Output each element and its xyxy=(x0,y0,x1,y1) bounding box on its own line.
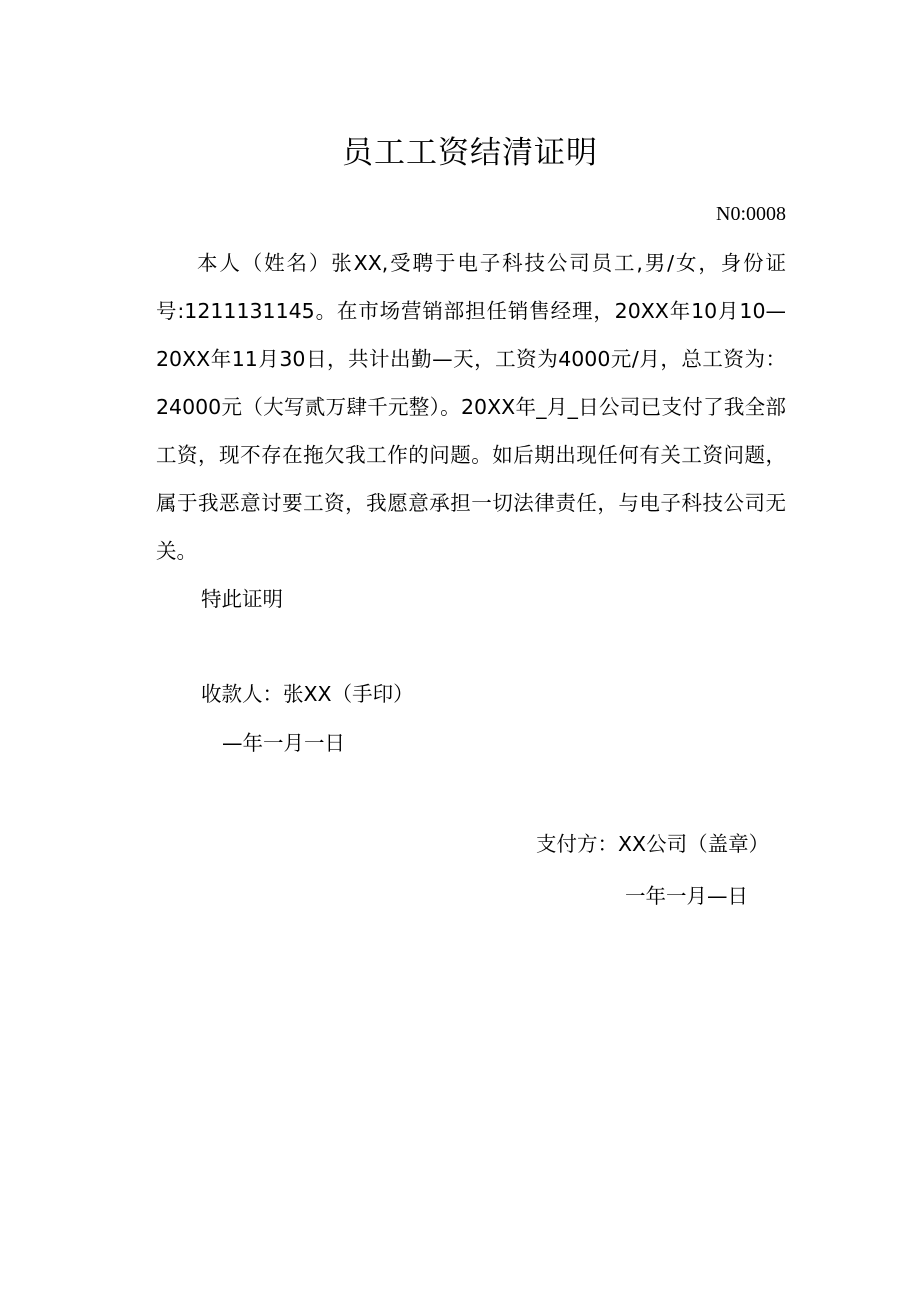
payer-seal-line: 支付方：XX公司（盖章） xyxy=(536,832,770,856)
document-title: 员工工资结清证明 xyxy=(342,135,598,171)
closing-statement: 特此证明 xyxy=(201,587,283,611)
certificate-body: 本人（姓名）张XX,受聘于电子科技公司员工,男/女，身份证号:1211131145。在市场营销部担任销售经理，20XX年10月10—20XX年11月30日，共计出勤—天，工资为4000元/月，总工资为：24000元（大写贰万肆千元整）。20XX年_月_日公司已支付了我全部工资，现不存在拖欠我工作的问题。如后期出现任何有关工资问题，属于我恶意讨要工资，我愿意承担一切法律责任，与电子科技公司无关。 xyxy=(156,251,786,563)
payer-date: 一年一月—日 xyxy=(625,884,748,908)
payee-signature-line: 收款人：张XX（手印） xyxy=(201,682,414,706)
payee-date: —年一月一日 xyxy=(222,731,345,755)
document-number: N0:0008 xyxy=(716,203,786,225)
